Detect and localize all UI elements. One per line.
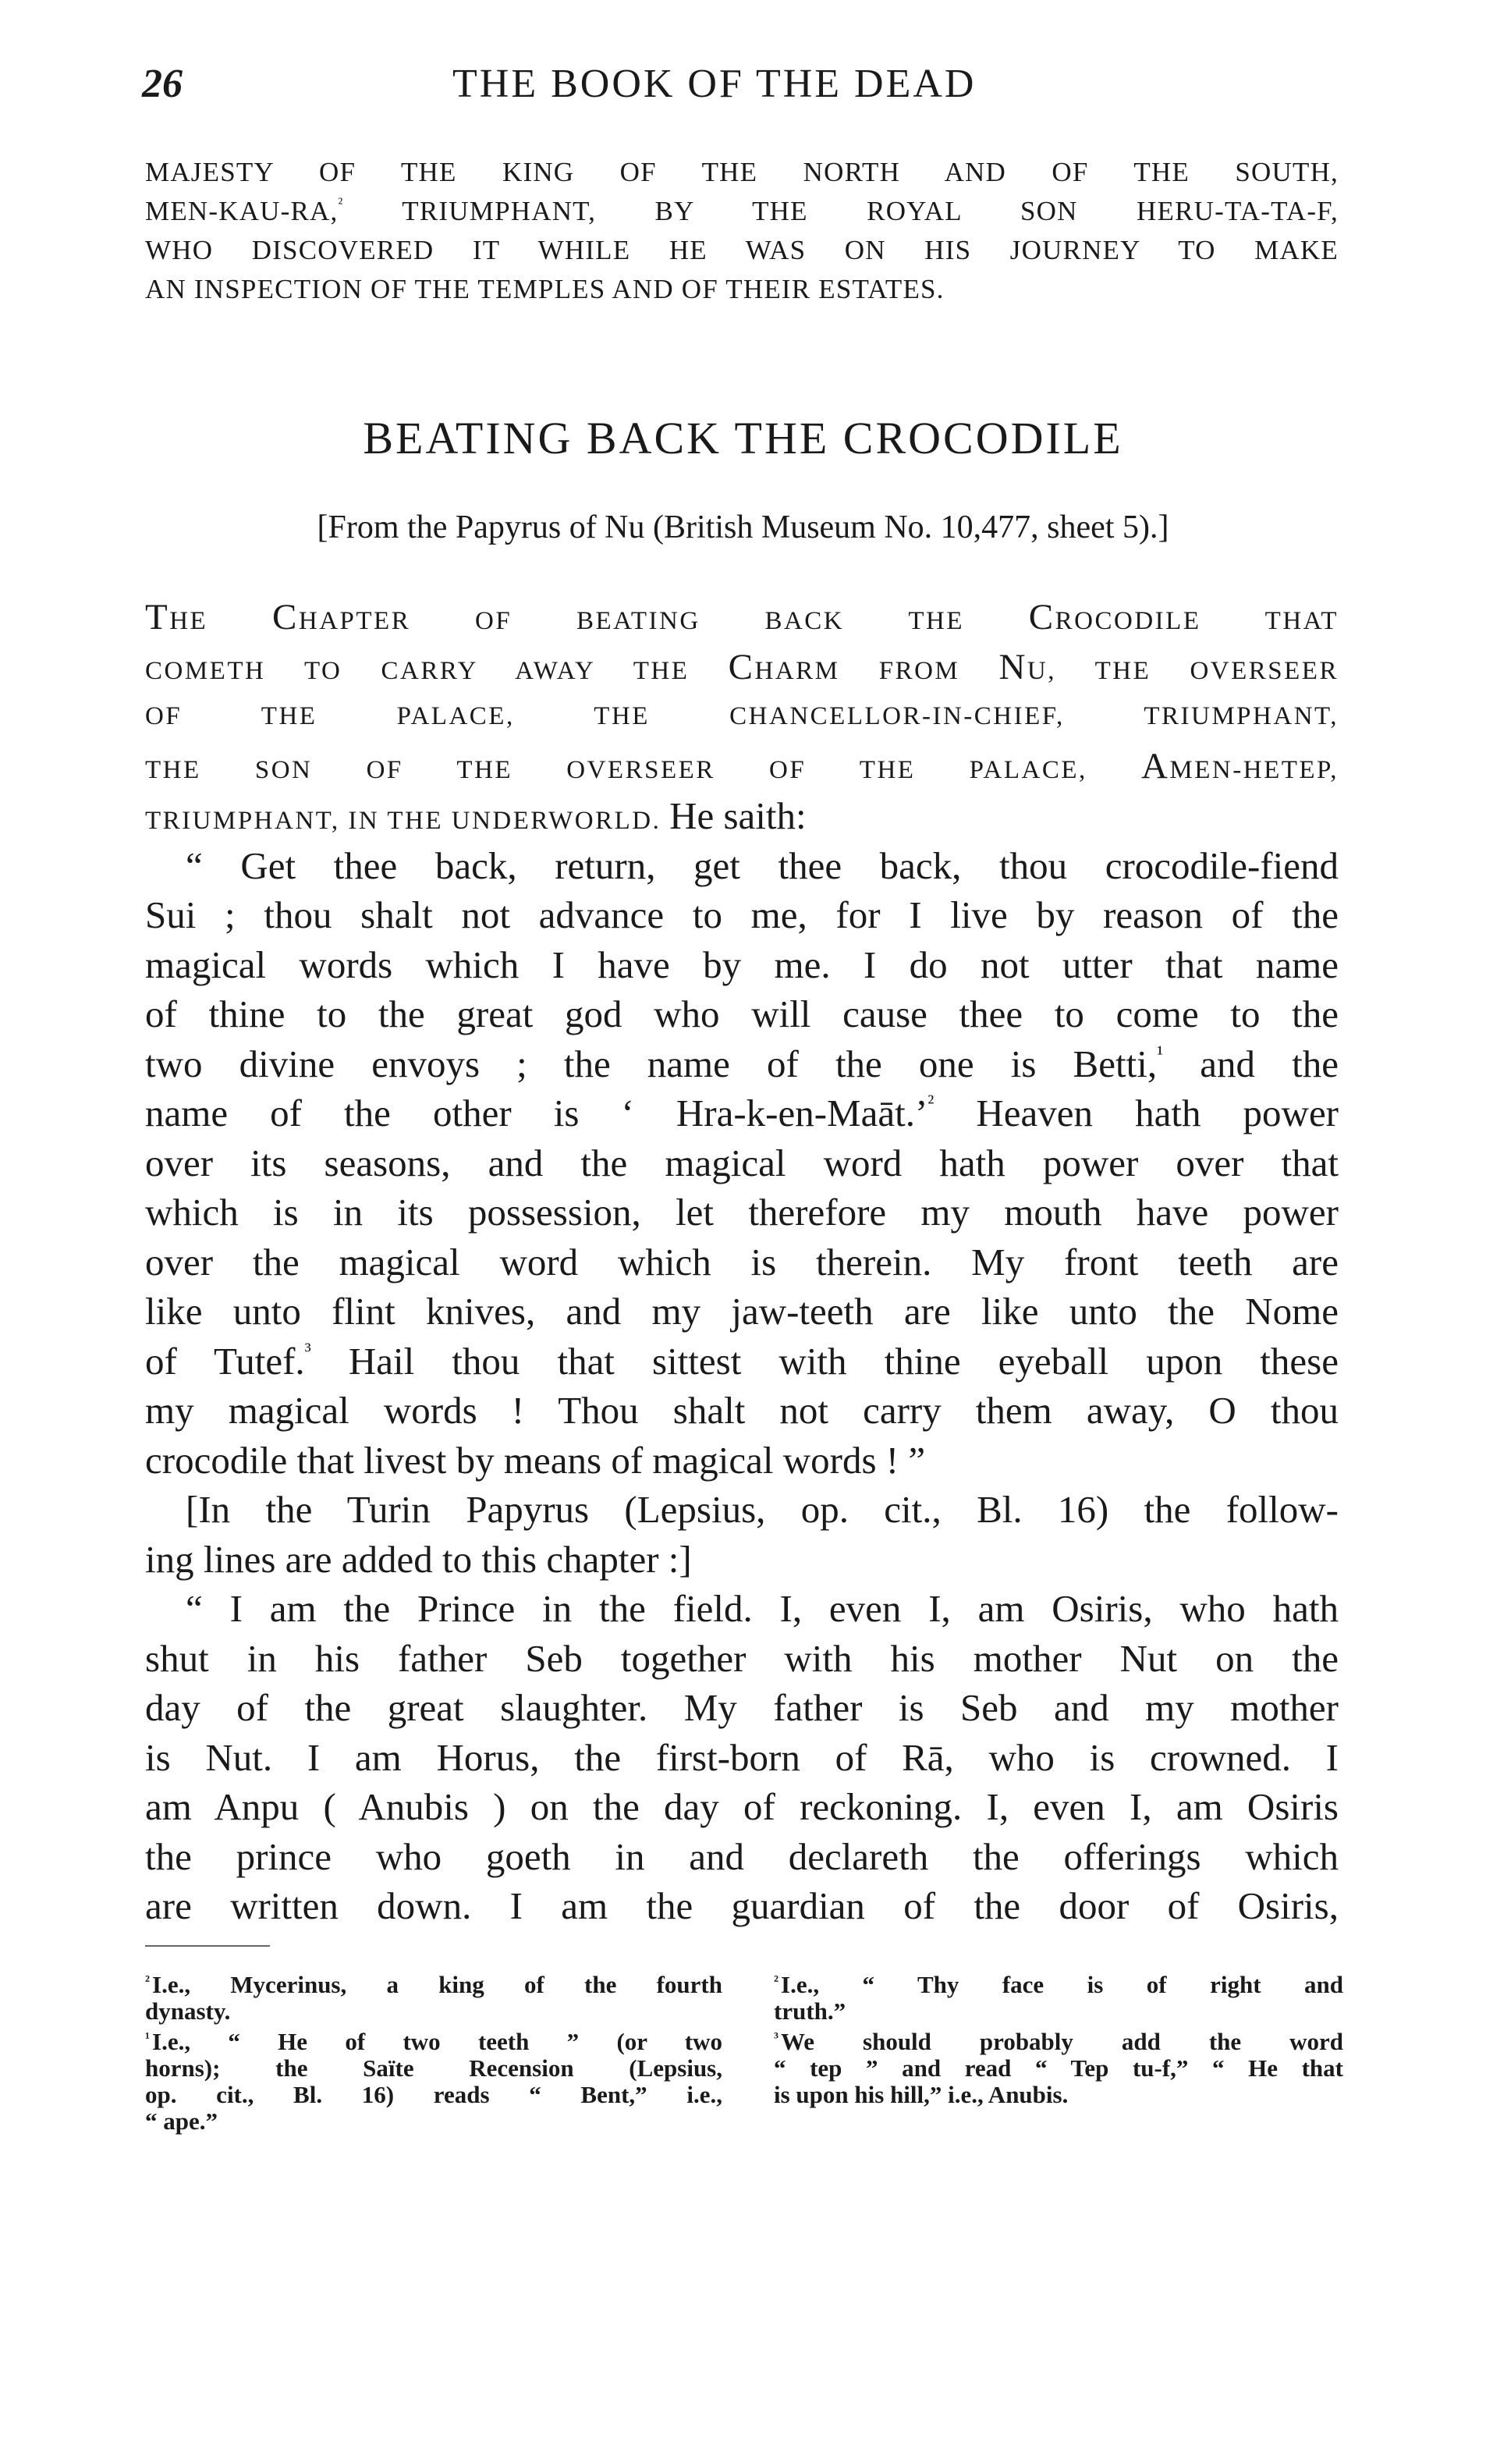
running-head (0, 61, 1486, 115)
he-saith: He saith: (669, 794, 807, 837)
body-line: of thine to the great god who will cause thee to come to the (145, 992, 1339, 1035)
chapter-heading-line: THE SON OF THE OVERSEER OF THE PALACE, AMEN-HETEP, (145, 745, 1339, 786)
footnote (145, 1968, 722, 2025)
body-line: crocodile that livest by means of magical words ! ” (145, 1438, 926, 1482)
body-line: magical words which I have by me. I do not utter that name (145, 943, 1339, 986)
body-line: “ I am the Prince in the field. I, even I, am Osiris, who hath (186, 1587, 1339, 1630)
body-line: ing lines are added to this chapter :] (145, 1537, 692, 1581)
footnote-line: truth.” (774, 1997, 846, 2025)
body-line: of Tutef.$^{^3}$ Hail thou that sittest with thine eyeball upon these (145, 1337, 1339, 1383)
footnote-line (774, 1968, 1343, 1998)
footnote-line: “ ape.” (145, 2107, 218, 2135)
caption-line: MEN-KAU-RA,$^{^2}$ TRIUMPHANT, BY THE ROYAL SON HERU-TA-TA-F, (145, 195, 1339, 226)
body-line: “ Get thee back, return, get thee back, thou crocodile-fiend (186, 843, 1339, 887)
body-line: day of the great slaughter. My father is Seb and my mother (145, 1686, 1339, 1729)
chapter-heading-line: TRIUMPHANT, IN THE UNDERWORLD. (145, 807, 661, 835)
chapter-heading-line: THE CHAPTER OF BEATING BACK THE CROCODILE THAT (145, 597, 1339, 637)
footnote-rule (145, 1945, 270, 1947)
footnote-text: I.e., “ Thy face is of right and (781, 1971, 1343, 1998)
body-line: my magical words ! Thou shalt not carry them away, O thou (145, 1389, 1339, 1432)
footnote-mark: ³ (774, 2029, 778, 2047)
footnotes-right-column (774, 1968, 1343, 2108)
footnote (145, 2025, 722, 2135)
running-title: THE BOOK OF THE DEAD (452, 62, 977, 106)
body-line: are written down. I am the guardian of the door of Osiris, (145, 1884, 1339, 1927)
footnote-line: dynasty. (145, 1997, 231, 2025)
body-line: [In the Turin Papyrus (Lepsius, op. cit., Bl. 16) the follow- (186, 1488, 1339, 1531)
footnote-line: horns); the Saïte Recension (Lepsius, (145, 2054, 722, 2082)
body-line: two divine envoys ; the name of the one is Betti,$^{^1}$ and the (145, 1040, 1339, 1085)
footnote (774, 1968, 1343, 2025)
footnote-line: op. cit., Bl. 16) reads “ Bent,” i.e., (145, 2081, 722, 2108)
chapter-heading-last-line (145, 791, 1339, 841)
body-line: is Nut. I am Horus, the first-born of Rā, who is crowned. I (145, 1735, 1339, 1779)
body-line: like unto flint knives, and my jaw-teeth are like unto the Nome (145, 1290, 1339, 1333)
footnote-mark: ² (145, 1972, 150, 1990)
footnote-line: is upon his hill,” i.e., Anubis. (774, 2081, 1069, 2108)
footnote-line (774, 2025, 1343, 2055)
body-line: name of the other is ‘ Hra-k-en-Maāt.’$^{^2}$ Heaven hath power (145, 1090, 1339, 1134)
footnote-line (145, 1968, 722, 1998)
caption-line: WHO DISCOVERED IT WHILE HE WAS ON HIS JOURNEY TO MAKE (145, 235, 1339, 265)
footnote-mark: ¹ (145, 2029, 150, 2047)
page-number: 26 (142, 62, 183, 106)
caption-line: MAJESTY OF THE KING OF THE NORTH AND OF THE SOUTH, (145, 157, 1339, 187)
body-line: over its seasons, and the magical word hath power over that (145, 1141, 1339, 1184)
source-note: [From the Papyrus of Nu (British Museum No. 10,477, sheet 5).] (317, 509, 1169, 545)
footnotes-left-column (145, 1968, 722, 2135)
caption-line: AN INSPECTION OF THE TEMPLES AND OF THEIR ESTATES. (145, 274, 945, 304)
section-title: BEATING BACK THE CROCODILE (363, 413, 1123, 463)
body-line: which is in its possession, let therefore my mouth have power (145, 1191, 1339, 1234)
body-line: over the magical word which is therein. My front teeth are (145, 1240, 1339, 1283)
footnote-text: We should probably add the word (781, 2028, 1343, 2055)
body-line: shut in his father Seb together with his mother Nut on the (145, 1636, 1339, 1680)
chapter-heading-line: OF THE PALACE, THE CHANCELLOR-IN-CHIEF, TRIUMPHANT, (145, 702, 1339, 730)
footnote-mark: ² (774, 1972, 778, 1990)
footnote-line (145, 2025, 722, 2055)
footnote-text: I.e., “ He of two teeth ” (or two (152, 2028, 722, 2055)
chapter-body (145, 593, 1339, 1931)
chapter-heading-line: COMETH TO CARRY AWAY THE CHARM FROM NU, THE OVERSEER (145, 646, 1339, 687)
body-line: am Anpu ( Anubis ) on the day of reckoning. I, even I, am Osiris (145, 1785, 1339, 1828)
colophon-caption (145, 153, 1339, 309)
footnote-text: I.e., Mycerinus, a king of the fourth (152, 1971, 722, 1998)
footnote (774, 2025, 1343, 2108)
footnote-line: “ tep ” and read “ Tep tu-f,” “ He that (774, 2054, 1343, 2082)
body-line: Sui ; thou shalt not advance to me, for I live by reason of the (145, 893, 1339, 936)
body-line: the prince who goeth in and declareth the offerings which (145, 1834, 1339, 1878)
